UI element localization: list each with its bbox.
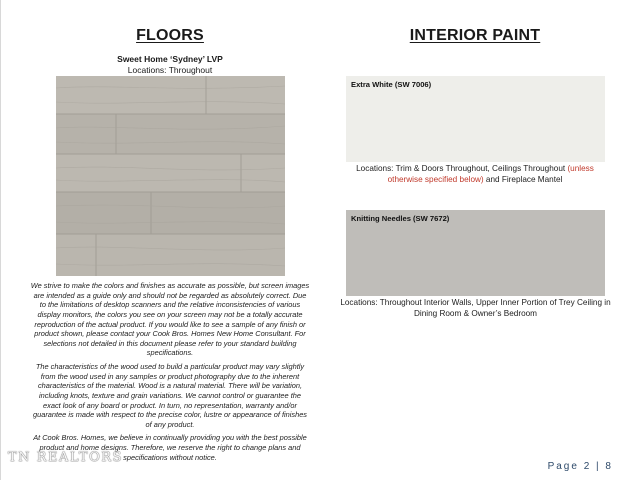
interior-paint-heading: INTERIOR PAINT [409, 27, 541, 44]
paint-swatch-knitting-needles [346, 210, 605, 296]
floor-sample-image [56, 76, 285, 276]
page-left-edge [0, 0, 1, 480]
disclaimer-text [30, 281, 310, 466]
paint-locations-note: (unless otherwise specified below) [387, 164, 594, 185]
disclaimer-paragraph: At Cook Bros. Homes, we believe in continually providing you with the best possible product and home designs. Therefore, we reserve the right to change plans and specifications without notice. [33, 433, 307, 462]
floor-locations: Locations: Throughout [127, 65, 213, 75]
floor-product-name: Sweet Home ‘Sydney’ LVP [117, 54, 223, 64]
paint-swatch-name: Knitting Needles (SW 7672) [351, 214, 450, 223]
paint-locations-text: Locations: Trim & Doors Throughout, Ceilings Throughout [356, 164, 568, 173]
wood-grain-graphic [56, 76, 285, 276]
floors-heading: FLOORS [136, 27, 204, 44]
page-number: Page 2 | 8 [547, 461, 613, 472]
paint-swatch-name: Extra White (SW 7006) [351, 80, 432, 89]
disclaimer-paragraph: The characteristics of the wood used to build a particular product may vary slightly from the wood used in any samples or product photography due to the inherent characteristics of the material. Wood is a natural material. There will be variation, including knots, texture and grain variations. We cannot control or guarantee the exact look of any board or product. In turn, no representation, warranty and/or guarantee is made with respect to the precise color, lustre or appearance of finishes of any product. [32, 362, 308, 429]
paint-swatch-extra-white [346, 76, 605, 162]
disclaimer-paragraph: We strive to make the colors and finishes as accurate as possible, but screen images are intended as a guide only and should not be regarded as absolutely correct. Due to the limitations of desktop scanners and the relative inconsistencies of various display monitors, the colors you see on your screen may not be a totally accurate reproduction of the actual product. If you would like to see a sample of any finish or product shown, please contact your Cook Bros. Homes New Home Consultant. For selections not detailed in this document please refer to your standard building specifications. [30, 281, 310, 358]
watermark-logo: TN REALTORS [8, 450, 123, 465]
paint-locations-extra-white [345, 163, 605, 185]
paint-locations-knitting-needles: Locations: Throughout Interior Walls, Upper Inner Portion of Trey Ceiling in Dining Room & Owner’s Bedroom [340, 298, 611, 319]
paint-locations-text: and Fireplace Mantel [483, 175, 563, 185]
